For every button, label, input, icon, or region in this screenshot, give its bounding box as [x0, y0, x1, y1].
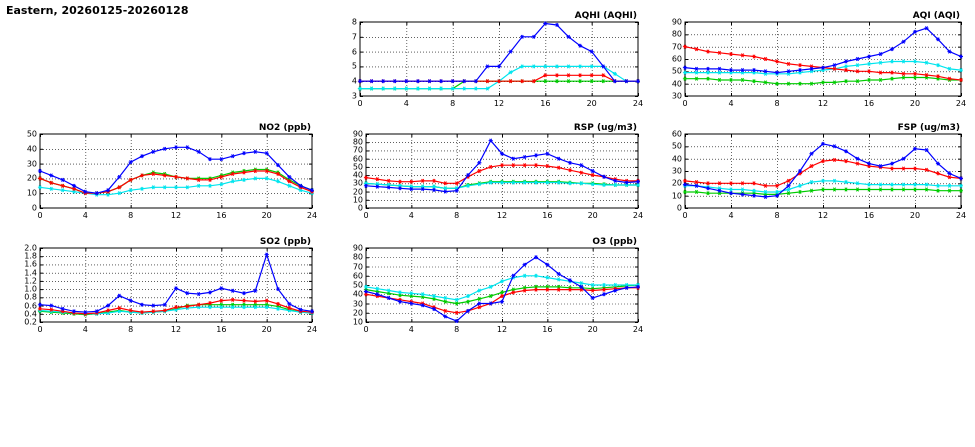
y-tick-label: 30: [352, 299, 363, 308]
y-tick-label: 20: [352, 187, 363, 197]
plot-area-no2: [14, 124, 314, 224]
chart-svg-aqi: [663, 12, 963, 112]
y-tick-label: 30: [26, 159, 37, 169]
chart-svg-aqhi: [340, 12, 640, 112]
y-tick-label: 40: [26, 144, 37, 154]
y-tick-label: 80: [352, 252, 363, 262]
chart-panel-aqi: [663, 11, 967, 112]
x-tick-label: 24: [306, 211, 318, 220]
y-tick-label: 30: [671, 166, 682, 176]
x-tick-label: 24: [632, 211, 644, 220]
x-tick-label: 4: [408, 325, 414, 334]
chart-title-no2: NO2 (ppb): [258, 123, 311, 133]
y-tick-label: 30: [352, 178, 363, 188]
x-tick-label: 0: [682, 211, 688, 220]
x-tick-label: 20: [909, 99, 921, 108]
y-tick-label: 70: [352, 145, 363, 155]
y-tick-label: 40: [671, 79, 682, 89]
y-tick-label: 20: [26, 173, 37, 183]
chart-panel-o3: [340, 237, 644, 338]
plot-area-so2: [14, 238, 314, 338]
y-tick-label: 20: [671, 178, 682, 188]
y-tick-label: 60: [352, 271, 363, 281]
y-tick-label: 3: [351, 91, 357, 101]
y-tick-label: 40: [671, 154, 682, 164]
y-tick-label: 10: [352, 195, 363, 205]
x-tick-label: 20: [261, 211, 272, 220]
chart-svg-no2: [14, 124, 314, 224]
chart-panel-so2: [14, 237, 318, 338]
y-tick-label: 60: [671, 129, 682, 139]
y-tick-label: 50: [352, 280, 363, 290]
x-tick-label: 12: [170, 211, 182, 220]
x-tick-label: 16: [863, 211, 875, 220]
y-tick-label: 0.2: [24, 317, 37, 327]
x-tick-label: 16: [216, 325, 227, 334]
y-tick-label: 10: [352, 317, 363, 327]
x-tick-label: 8: [774, 99, 780, 108]
x-tick-label: 8: [454, 325, 460, 334]
y-tick-label: 50: [26, 129, 37, 139]
y-tick-label: 70: [352, 262, 363, 271]
x-tick-label: 20: [586, 99, 597, 108]
y-tick-label: 0: [31, 203, 37, 213]
y-tick-label: 40: [352, 170, 363, 180]
x-tick-label: 16: [542, 211, 553, 220]
x-tick-label: 24: [632, 99, 644, 108]
y-tick-label: 60: [671, 54, 682, 64]
y-tick-label: 7: [351, 32, 357, 42]
x-tick-label: 16: [542, 325, 553, 334]
chart-svg-rsp: [340, 124, 640, 224]
y-tick-label: 0.8: [24, 292, 37, 302]
x-tick-label: 0: [682, 99, 688, 108]
y-tick-label: 40: [352, 289, 363, 299]
x-tick-label: 12: [493, 99, 505, 108]
x-tick-label: 24: [955, 211, 967, 220]
plot-area-rsp: [340, 124, 640, 224]
x-tick-label: 0: [363, 325, 369, 334]
chart-panel-fsp: [663, 123, 967, 224]
x-tick-label: 4: [728, 99, 734, 108]
x-tick-label: 4: [82, 325, 88, 334]
y-tick-label: 5: [351, 61, 357, 71]
chart-title-o3: O3 (ppb): [592, 237, 637, 247]
x-tick-label: 0: [37, 325, 43, 334]
x-tick-label: 12: [496, 325, 508, 334]
y-tick-label: 90: [352, 243, 363, 253]
x-tick-label: 0: [37, 211, 43, 220]
y-tick-label: 4: [351, 76, 357, 86]
x-tick-label: 4: [82, 211, 88, 220]
x-tick-label: 12: [170, 325, 182, 334]
y-tick-label: 0: [676, 203, 682, 213]
y-tick-label: 8: [351, 17, 357, 27]
y-tick-label: 60: [352, 154, 363, 164]
x-tick-label: 16: [216, 211, 227, 220]
y-tick-label: 0: [357, 203, 363, 213]
x-tick-label: 20: [909, 211, 921, 220]
y-tick-label: 90: [352, 129, 363, 139]
y-tick-label: 90: [671, 17, 682, 27]
chart-panel-no2: [14, 123, 318, 224]
x-tick-label: 20: [261, 325, 272, 334]
page-title: Eastern, 20260125-20260128: [6, 4, 189, 17]
y-tick-label: 0.4: [24, 309, 37, 319]
chart-title-aqi: AQI (AQI): [912, 11, 960, 21]
x-tick-label: 12: [817, 99, 829, 108]
x-tick-label: 16: [863, 99, 875, 108]
x-tick-label: 8: [774, 211, 780, 220]
y-tick-label: 50: [671, 66, 682, 76]
chart-svg-fsp: [663, 124, 963, 224]
y-tick-label: 1.8: [24, 251, 37, 261]
x-tick-label: 8: [454, 211, 460, 220]
chart-title-so2: SO2 (ppb): [259, 237, 311, 247]
plot-area-fsp: [663, 124, 963, 224]
plot-area-o3: [340, 238, 640, 338]
y-tick-label: 30: [671, 91, 682, 101]
chart-panel-aqhi: [340, 11, 644, 112]
x-tick-label: 12: [496, 211, 508, 220]
chart-title-aqhi: AQHI (AQHI): [574, 11, 637, 21]
x-tick-label: 24: [632, 325, 644, 334]
y-tick-label: 70: [671, 42, 682, 52]
y-tick-label: 10: [26, 188, 37, 198]
x-tick-label: 0: [357, 99, 363, 108]
chart-svg-so2: [14, 238, 314, 338]
y-tick-label: 2.0: [24, 243, 37, 253]
y-tick-label: 20: [352, 308, 363, 318]
y-tick-label: 1.2: [24, 276, 37, 286]
y-tick-label: 10: [671, 191, 682, 201]
x-tick-label: 4: [728, 211, 734, 220]
chart-title-rsp: RSP (ug/m3): [573, 123, 637, 133]
y-tick-label: 1.6: [24, 259, 37, 269]
chart-title-fsp: FSP (ug/m3): [897, 123, 960, 133]
y-tick-label: 80: [671, 29, 682, 39]
y-tick-label: 0.6: [24, 301, 37, 311]
y-tick-label: 1.0: [24, 284, 37, 294]
x-tick-label: 8: [128, 325, 134, 334]
x-tick-label: 12: [817, 211, 829, 220]
x-tick-label: 24: [306, 325, 318, 334]
y-tick-label: 80: [352, 137, 363, 147]
x-tick-label: 0: [363, 211, 369, 220]
chart-panel-rsp: [340, 123, 644, 224]
x-tick-label: 16: [540, 99, 551, 108]
y-tick-label: 50: [671, 141, 682, 151]
y-tick-label: 50: [352, 162, 363, 172]
chart-svg-o3: [340, 238, 640, 338]
plot-area-aqi: [663, 12, 963, 112]
x-tick-label: 24: [955, 99, 967, 108]
x-tick-label: 20: [587, 211, 598, 220]
x-tick-label: 4: [408, 211, 414, 220]
y-tick-label: 1.4: [24, 268, 37, 278]
x-tick-label: 8: [128, 211, 134, 220]
x-tick-label: 20: [587, 325, 598, 334]
x-tick-label: 8: [450, 99, 456, 108]
x-tick-label: 4: [403, 99, 409, 108]
y-tick-label: 6: [351, 47, 357, 57]
plot-area-aqhi: [340, 12, 640, 112]
